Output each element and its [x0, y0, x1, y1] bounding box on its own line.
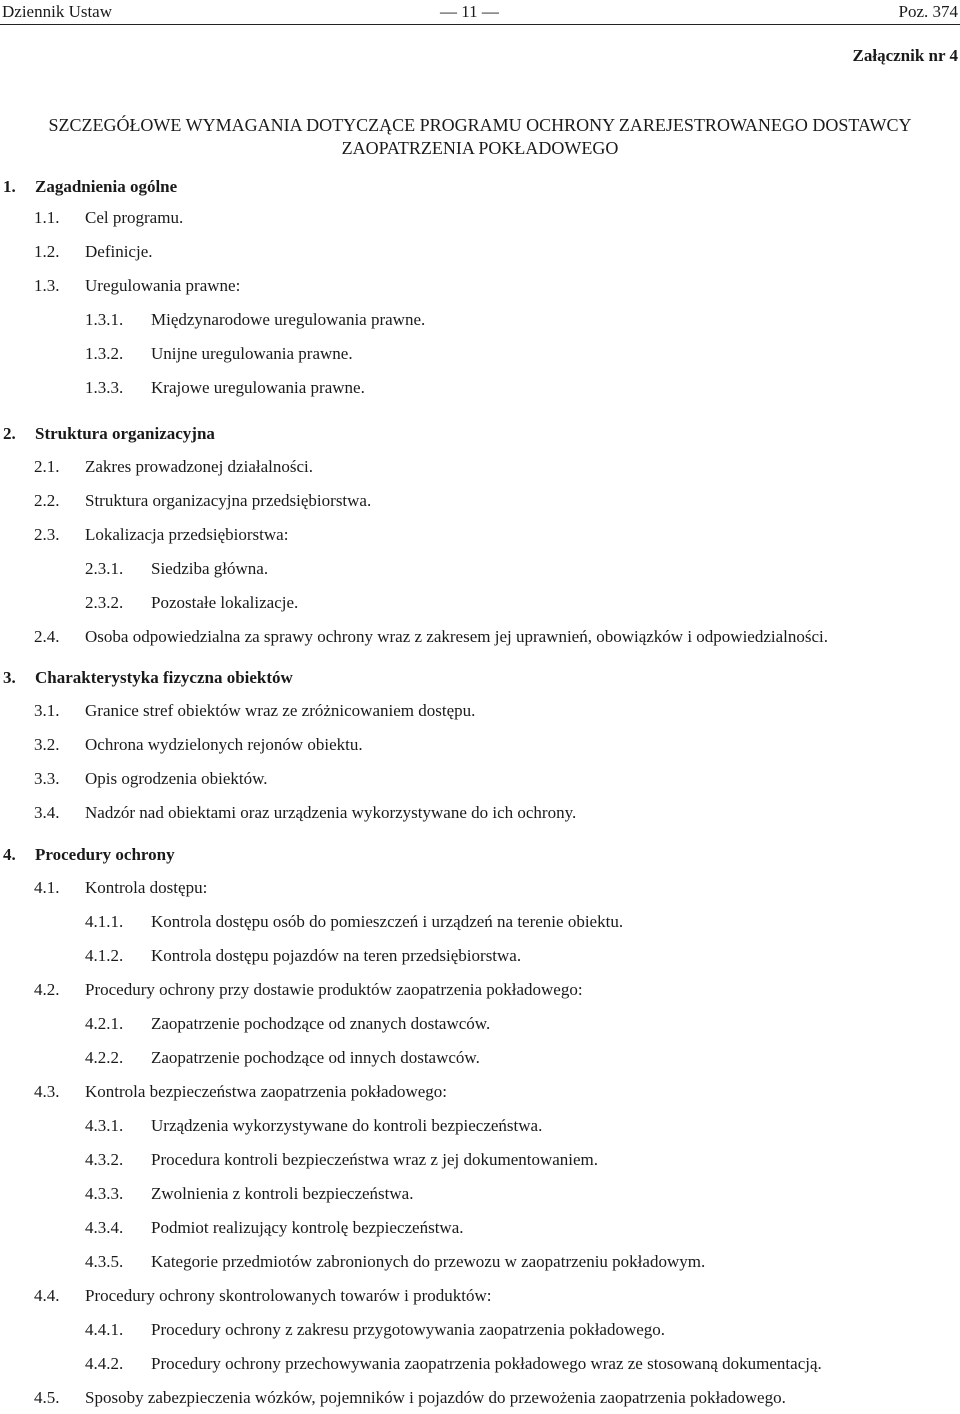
item-number: 4.1.2. — [85, 946, 124, 965]
item-text: Uregulowania prawne: — [85, 276, 241, 295]
item-text: Procedury ochrony przy dostawie produktów zaopatrzenia pokładowego: — [85, 980, 583, 999]
item-text: Procedury ochrony skontrolowanych towarów i produktów: — [85, 1286, 492, 1305]
item-text: Podmiot realizujący kontrolę bezpieczeństwa. — [151, 1218, 464, 1237]
item-number: 4.4.1. — [85, 1320, 124, 1339]
item-number: 4. — [3, 845, 16, 864]
journal-name: Dziennik Ustaw — [2, 2, 113, 21]
item-text: Opis ogrodzenia obiektów. — [85, 769, 268, 788]
item-text: Kontrola dostępu: — [85, 878, 208, 897]
item-number: 2.2. — [34, 491, 60, 510]
item-number: 4.2. — [34, 980, 60, 999]
item-text: Osoba odpowiedzialna za sprawy ochrony wraz z zakresem jej uprawnień, obowiązków i odpowiedzialności. — [85, 627, 829, 646]
item-text: Kontrola bezpieczeństwa zaopatrzenia pokładowego: — [85, 1082, 448, 1101]
item-number: 4.2.2. — [85, 1048, 124, 1067]
item-text: Zakres prowadzonej działalności. — [85, 457, 313, 476]
item-number: 4.5. — [34, 1388, 60, 1407]
item-text: Pozostałe lokalizacje. — [151, 593, 299, 612]
item-text: Struktura organizacyjna — [35, 424, 215, 443]
item-text: Unijne uregulowania prawne. — [151, 344, 353, 363]
item-text: Nadzór nad obiektami oraz urządzenia wykorzystywane do ich ochrony. — [85, 803, 577, 822]
item-number: 1. — [3, 177, 16, 196]
item-number: 4.3.2. — [85, 1150, 124, 1169]
item-text: Definicje. — [85, 242, 153, 261]
item-text: Procedura kontroli bezpieczeństwa wraz z jej dokumentowaniem. — [151, 1150, 599, 1169]
item-number: 2. — [3, 424, 16, 443]
item-number: 4.2.1. — [85, 1014, 124, 1033]
item-number: 4.1.1. — [85, 912, 124, 931]
item-text: Zaopatrzenie pochodzące od innych dostawców. — [151, 1048, 480, 1067]
title-line-2: ZAOPATRZENIA POKŁADOWEGO — [341, 138, 619, 158]
item-number: 4.3.5. — [85, 1252, 124, 1271]
item-text: Procedury ochrony przechowywania zaopatrzenia pokładowego wraz ze stosowaną dokumentacją. — [151, 1354, 822, 1373]
document-title — [0, 114, 960, 160]
item-number: 2.3. — [34, 525, 60, 544]
item-number: 1.1. — [34, 208, 60, 227]
item-number: 4.1. — [34, 878, 60, 897]
title-line-1: SZCZEGÓŁOWE WYMAGANIA DOTYCZĄCE PROGRAMU OCHRONY ZAREJESTROWANEGO DOSTAWCY — [48, 115, 912, 135]
item-number: 2.1. — [34, 457, 60, 476]
item-number: 1.3.3. — [85, 378, 124, 397]
annex-label: Załącznik nr 4 — [852, 46, 958, 65]
item-text: Granice stref obiektów wraz ze zróżnicowaniem dostępu. — [85, 701, 476, 720]
item-text: Kontrola dostępu pojazdów na teren przedsiębiorstwa. — [151, 946, 522, 965]
item-text: Procedury ochrony — [35, 845, 175, 864]
item-text: Urządzenia wykorzystywane do kontroli bezpieczeństwa. — [151, 1116, 543, 1135]
item-text: Kategorie przedmiotów zabronionych do przewozu w zaopatrzeniu pokładowym. — [151, 1252, 706, 1271]
item-text: Krajowe uregulowania prawne. — [151, 378, 365, 397]
item-number: 3. — [3, 668, 16, 687]
item-number: 3.3. — [34, 769, 60, 788]
item-number: 3.4. — [34, 803, 60, 822]
header-rule — [0, 24, 960, 25]
item-text: Charakterystyka fizyczna obiektów — [35, 668, 293, 687]
item-text: Międzynarodowe uregulowania prawne. — [151, 310, 426, 329]
item-number: 4.3.1. — [85, 1116, 124, 1135]
item-text: Zwolnienia z kontroli bezpieczeństwa. — [151, 1184, 414, 1203]
item-text: Procedury ochrony z zakresu przygotowywania zaopatrzenia pokładowego. — [151, 1320, 666, 1339]
item-text: Zagadnienia ogólne — [35, 177, 178, 196]
item-text: Sposoby zabezpieczenia wózków, pojemników i pojazdów do przewożenia zaopatrzenia pokładowego. — [85, 1388, 786, 1407]
item-number: 4.3.3. — [85, 1184, 124, 1203]
item-number: 4.4.2. — [85, 1354, 124, 1373]
page-header — [0, 0, 960, 26]
item-number: 1.3. — [34, 276, 60, 295]
item-number: 4.3.4. — [85, 1218, 124, 1237]
item-text: Kontrola dostępu osób do pomieszczeń i urządzeń na terenie obiektu. — [151, 912, 624, 931]
item-number: 1.3.2. — [85, 344, 124, 363]
item-text: Ochrona wydzielonych rejonów obiektu. — [85, 735, 363, 754]
item-text: Zaopatrzenie pochodzące od znanych dostawców. — [151, 1014, 491, 1033]
item-number: 4.3. — [34, 1082, 60, 1101]
item-number: 2.4. — [34, 627, 60, 646]
item-number: 1.2. — [34, 242, 60, 261]
item-number: 2.3.1. — [85, 559, 124, 578]
item-text: Struktura organizacyjna przedsiębiorstwa. — [85, 491, 372, 510]
item-text: Lokalizacja przedsiębiorstwa: — [85, 525, 289, 544]
item-number: 4.4. — [34, 1286, 60, 1305]
item-number: 1.3.1. — [85, 310, 124, 329]
item-number: 3.1. — [34, 701, 60, 720]
position-number: Poz. 374 — [898, 2, 958, 21]
item-text: Siedziba główna. — [151, 559, 269, 578]
item-text: Cel programu. — [85, 208, 184, 227]
page-number: — 11 — — [440, 2, 499, 21]
item-number: 2.3.2. — [85, 593, 124, 612]
item-number: 3.2. — [34, 735, 60, 754]
